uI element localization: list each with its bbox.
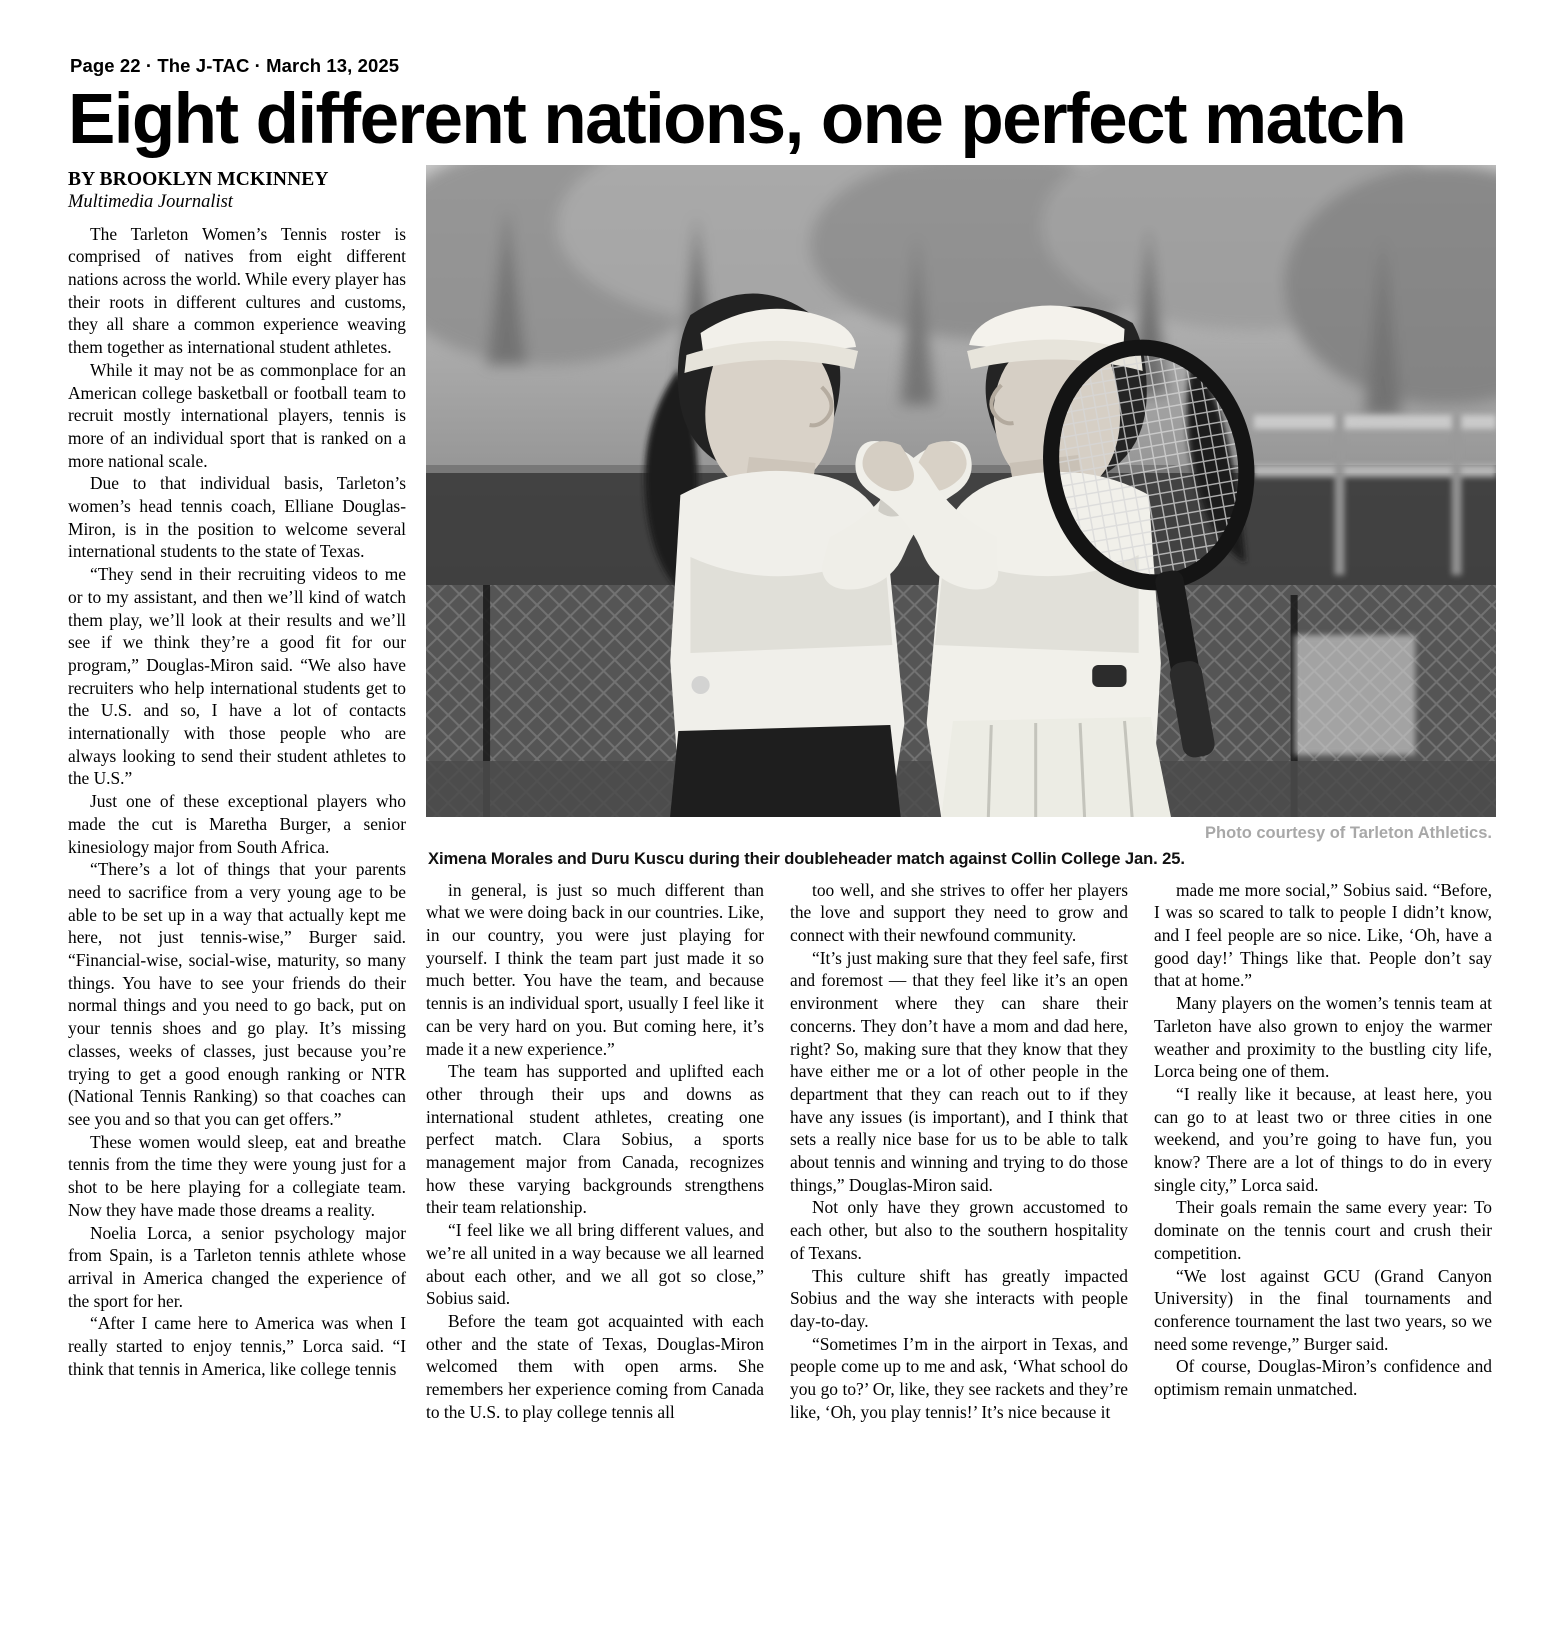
paragraph: “After I came here to America was when I really started to enjoy tennis,” Lorca said. “I think that tennis in America, like college tennis — [68, 1313, 406, 1379]
paragraph: “It’s just making sure that they feel safe, first and foremost — that they feel like it’s an open environment where they can share their concerns. They don’t have a mom and dad here, right? So, making sure that they know that they have either me or a lot of other people in the department that they can reach out to if they have any issues (is important), and I think that sets a really nice base for us to be able to talk about tennis and winning and trying to do those things,” Douglas-Miron said. — [790, 947, 1128, 1195]
paragraph: “We lost against GCU (Grand Canyon University) in the final tournaments and conference tournament the last two years, so we need some revenge,” Burger said. — [1154, 1265, 1492, 1354]
column-middle — [426, 879, 764, 1424]
byline-title: Multimedia Journalist — [68, 191, 233, 212]
paragraph: Their goals remain the same every year: To dominate on the tennis court and crush their competition. — [1154, 1197, 1492, 1263]
page-title: Eight different nations, one perfect match — [68, 80, 1406, 159]
column-center-right — [790, 879, 1128, 1424]
paragraph: Before the team got acquainted with each other and the state of Texas, Douglas-Miron welcomed them with open arms. She remembers her experience coming from Canada to the U.S. to play college tennis all — [426, 1310, 764, 1422]
paragraph: “They send in their recruiting videos to me or to my assistant, and then we’ll kind of watch them play, we’ll look at their results and we’ll see if we think they’re a good fit for our program,” Douglas-Miron said. “We also have recruiters who help international students get to the U.S. and so, I have a lot of contacts internationally with those people who are always looking to send their student athletes to the U.S.” — [68, 564, 406, 789]
top-section — [68, 165, 1496, 1424]
column-right — [1154, 879, 1492, 1424]
paragraph: Noelia Lorca, a senior psychology major from Spain, is a Tarleton tennis athlete whose arrival in America changed the experience of the sport for her. — [68, 1222, 406, 1311]
paragraph: While it may not be as commonplace for an American college basketball or football team to recruit mostly international players, tennis is more of an individual sport that is ranked on a more national scale. — [68, 359, 406, 471]
paragraph: The Tarleton Women’s Tennis roster is comprised of natives from eight different nations across the world. While every player has their roots in different cultures and customs, they all share a common experience weaving them together as international student athletes. — [68, 223, 406, 358]
paragraph: “I really like it because, at least here, you can go to at least two or three cities in one weekend, and you’re going to have fun, you know? There are a lot of things to do in every single city,” Lorca said. — [1154, 1083, 1492, 1195]
paragraph: “I feel like we all bring different values, and we’re all united in a way because we all learned about each other, and we all got so close,” Sobius said. — [426, 1220, 764, 1309]
paragraph: “There’s a lot of things that your parents need to sacrifice from a very young age to be able to be set up in a way that actually kept me here, not just tennis-wise,” Burger said. “Financial-wise, social-wise, maturity, so many things. You have to see your friends do their normal things and you need to go back, put on your tennis shoes and go play. It’s missing classes, weeks of classes, just because you’re trying to get a good enough ranking or NTR (National Tennis Ranking) so that coaches can see you and so that you can get offers.” — [68, 859, 406, 1129]
paragraph: too well, and she strives to offer her players the love and support they need to grow and connect with their newfound community. — [790, 879, 1128, 945]
article-photo — [426, 165, 1496, 817]
column-left — [68, 165, 406, 1381]
paragraph: Not only have they grown accustomed to each other, but also to the southern hospitality of Texans. — [790, 1197, 1128, 1263]
paragraph: Of course, Douglas-Miron’s confidence and optimism remain unmatched. — [1154, 1356, 1492, 1400]
paragraph: Just one of these exceptional players who made the cut is Maretha Burger, a senior kinesiology major from South Africa. — [68, 791, 406, 857]
byline-author: BY BROOKLYN MCKINNEY — [68, 168, 329, 190]
paragraph: “Sometimes I’m in the airport in Texas, and people come up to me and ask, ‘What school do you go to?’ Or, like, they see rackets and they’re like, ‘Oh, you play tennis!’ It’s nice because it — [790, 1333, 1128, 1422]
photo-block — [426, 165, 1496, 1424]
paragraph: These women would sleep, eat and breathe tennis from the time they were young just for a shot to be here playing for a collegiate team. Now they have made those dreams a reality. — [68, 1131, 406, 1220]
folio-line: Page 22 · The J-TAC · March 13, 2025 — [70, 55, 400, 76]
paragraph: in general, is just so much different than what we were doing back in our countries. Like, in our country, you were just playing for yourself. I think the team part just made it so much better. You have the team, and because tennis is an individual sport, usually I feel like it can be very hard on you. But coming here, it’s made it a new experience.” — [426, 879, 764, 1059]
paragraph: Many players on the women’s tennis team at Tarleton have also grown to enjoy the warmer weather and proximity to the bustling city life, Lorca being one of them. — [1154, 993, 1492, 1082]
paragraph: This culture shift has greatly impacted Sobius and the way she interacts with people day-to-day. — [790, 1265, 1128, 1331]
paragraph: Due to that individual basis, Tarleton’s women’s head tennis coach, Elliane Douglas-Miron, is in the position to welcome several international students to the state of Texas. — [68, 473, 406, 562]
paragraph: made me more social,” Sobius said. “Before, I was so scared to talk to people I didn’t know, and I feel people are so nice. Like, ‘Oh, have a good day!’ Things like that. People don’t say that at home.” — [1154, 879, 1492, 991]
photo-caption: Ximena Morales and Duru Kuscu during their doubleheader match against Collin College Jan. 25. — [428, 848, 1185, 868]
photo-credit: Photo courtesy of Tarleton Athletics. — [1205, 823, 1492, 842]
lower-columns-right — [426, 879, 1496, 1424]
paragraph: The team has supported and uplifted each other through their ups and downs as international student athletes, creating one perfect match. Clara Sobius, a sports management major from Canada, recognizes how these varying backgrounds strengthens their team relationship. — [426, 1061, 764, 1218]
